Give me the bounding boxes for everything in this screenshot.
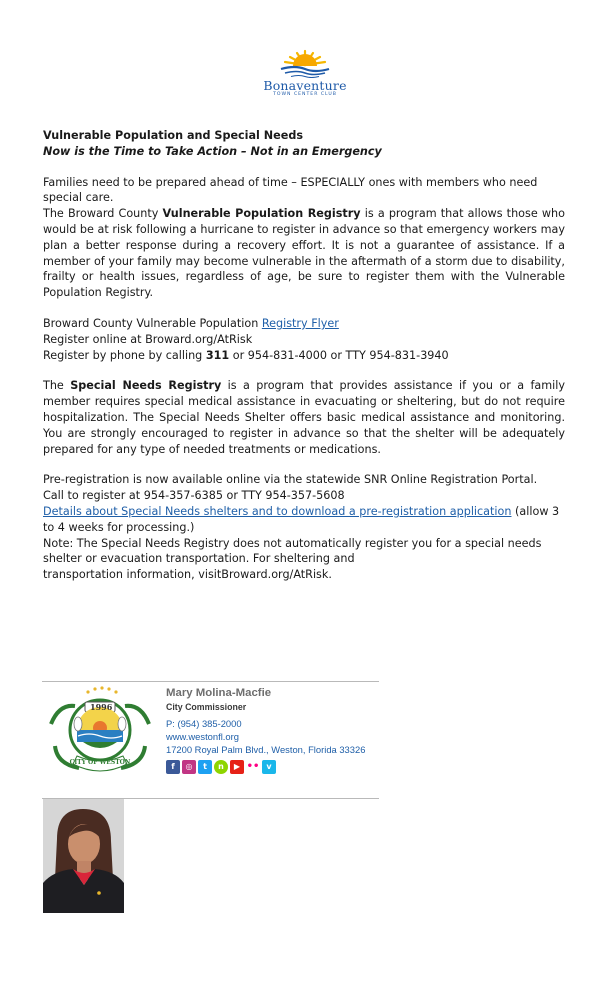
snr-details-line: Details about Special Needs shelters and to download a pre-registration application (allow 3 to 4 weeks for processing.) [43, 504, 560, 534]
youtube-icon[interactable]: ▶ [230, 760, 244, 774]
flickr-icon[interactable]: •• [246, 761, 260, 772]
instagram-icon[interactable]: ◎ [182, 760, 196, 774]
page-subtitle: Now is the Time to Take Action – Not in an Emergency [43, 144, 382, 158]
vpr-bold: Vulnerable Population Registry [162, 207, 361, 221]
signature-phone[interactable]: P: (954) 385-2000 [166, 718, 242, 729]
snr-call-line: Call to register at 954-357-6385 or TTY 954-357-5608 [43, 489, 345, 503]
logo-name: Bonaventure [263, 78, 347, 93]
signature-divider-top [42, 681, 379, 682]
snr-portal-line: Pre-registration is now available online via the statewide SNR Online Registration Portal. [43, 473, 538, 487]
snr-note-line-1: Note: The Special Needs Registry does not automatically register you for a special needs shelter or evacuation transportation. For sheltering and [43, 536, 542, 566]
snr-paragraph: The Special Needs Registry is a program that provides assistance if you or a family member requires special medical assistance in evacuating or sheltering, but do not require hospitalization. The Special Needs Shelter offers basic medical assistance and monitoring. You are strongly encouraged to register in advance so that the shelter will be adequately prepared for any type of needed treatments or medications. [43, 379, 565, 456]
signature-address: 17200 Royal Palm Blvd., Weston, Florida 33326 [166, 744, 366, 755]
vimeo-icon[interactable]: v [262, 760, 276, 774]
twitter-icon[interactable]: t [198, 760, 212, 774]
email-signature [166, 686, 396, 774]
snr-note-line-2: transportation information, visitBroward.org/AtRisk. [43, 568, 332, 582]
signature-role: City Commissioner [166, 702, 247, 712]
logo-subtitle: TOWN CENTER CLUB [273, 92, 337, 97]
snr-bold: Special Needs Registry [70, 379, 222, 393]
special-needs-details-link[interactable]: Details about Special Needs shelters and to download a pre-registration application [43, 504, 512, 518]
seal-year: 1996 [90, 702, 113, 712]
vpr-flyer-line: Broward County Vulnerable Population Registry Flyer [43, 316, 339, 330]
signature-website[interactable]: www.westonfl.org [166, 731, 239, 742]
vpr-paragraph: The Broward County Vulnerable Population Registry is a program that allows those who would be at risk following a hurricane to register in advance so that emergency workers may plan a better response during a recovery effort. It is not a guarantee of assistance. If a member of your family may become vulnerable in the aftermath of a storm due to disability, frailty or health issues, regardless of age, be sure to register them with the Vulnerable Population Registry. [43, 207, 565, 300]
page-title: Vulnerable Population and Special Needs [43, 129, 303, 142]
email-body [43, 128, 565, 583]
bonaventure-logo [255, 48, 355, 103]
nextdoor-icon[interactable]: n [214, 760, 228, 774]
city-of-weston-seal [45, 684, 155, 774]
seal-text: CITY OF WESTON [69, 759, 131, 766]
intro-text: Families need to be prepared ahead of time – ESPECIALLY ones with members who need special care. [43, 175, 538, 205]
commissioner-photo [43, 799, 124, 913]
registry-flyer-link[interactable]: Registry Flyer [261, 316, 339, 330]
sun-icon [275, 48, 335, 78]
facebook-icon[interactable]: f [166, 760, 180, 774]
signature-name: Mary Molina-Macfie [166, 687, 272, 699]
vpr-online-line: Register online at Broward.org/AtRisk [43, 332, 253, 346]
social-icons [166, 760, 396, 774]
vpr-phone-line: Register by phone by calling 311 or 954-831-4000 or TTY 954-831-3940 [43, 348, 449, 362]
